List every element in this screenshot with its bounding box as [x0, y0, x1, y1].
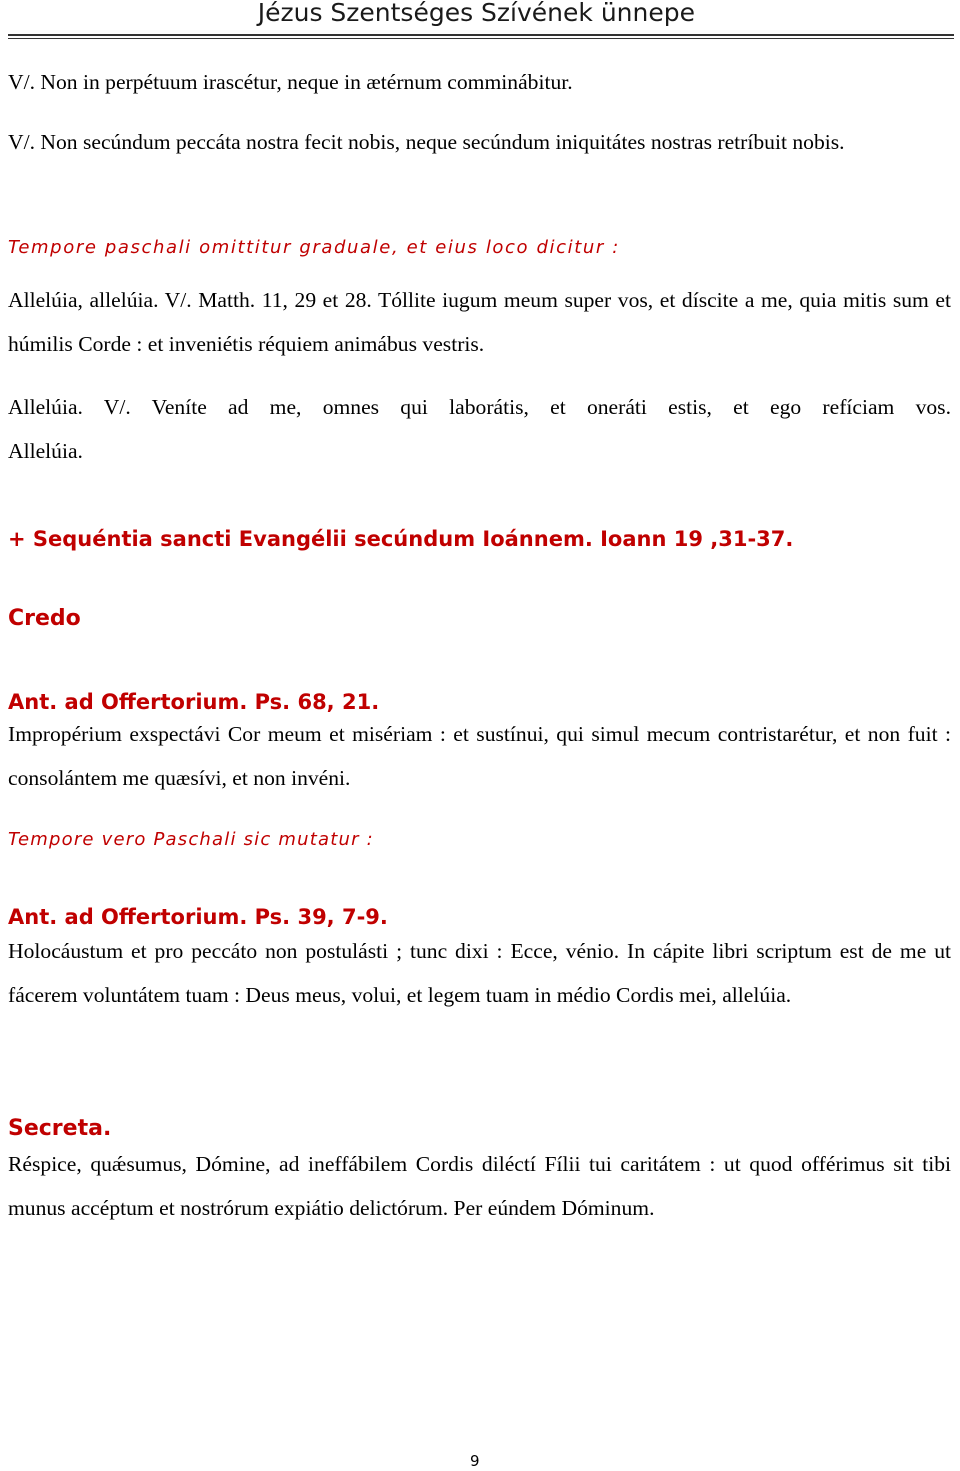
secret-text: Réspice, quǽsumus, Dómine, ad ineffábilem Cordis diléctí Fílii tui caritátem : ut quod offérimus sit tibi munus accéptum et nostrórum expiátio delictórum. Per eúndem Dóminum.	[8, 1152, 951, 1220]
alleluia-verse-2-line-1: Allelúia. V/. Veníte ad me, omnes qui laborátis, et oneráti estis, et ego refíciam vos.	[8, 395, 951, 419]
header-rule	[8, 34, 954, 39]
page-header	[0, 0, 960, 38]
rubric-paschal-2: Tempore vero Paschali sic mutatur :	[8, 829, 374, 850]
gospel-heading: + Sequéntia sancti Evangélii secúndum Ioánnem. Ioann 19 ,31-37.	[8, 527, 794, 551]
rubric-paschal: Tempore paschali omittitur graduale, et eius loco dicitur :	[8, 237, 620, 258]
verse-1: V/. Non in perpétuum irascétur, neque in ætérnum comminábitur.	[8, 70, 573, 94]
alleluia-verse-2-line-2: Allelúia.	[8, 439, 83, 463]
page-number: 9	[470, 1452, 480, 1470]
credo-heading: Credo	[8, 606, 81, 631]
verse-2: V/. Non secúndum peccáta nostra fecit nobis, neque secúndum iniquitátes nostras retríbuit nobis.	[8, 130, 845, 154]
secret-heading: Secreta.	[8, 1116, 112, 1141]
alleluia-verse-1: Allelúia, allelúia. V/. Matth. 11, 29 et 28. Tóllite iugum meum super vos, et díscite a me, quia mitis sum et húmilis Corde : et inveniétis réquiem animábus vestris.	[8, 288, 951, 356]
offertory-text-1: Impropérium exspectávi Cor meum et misériam : et sustínui, qui simul mecum contristarétur, et non fuit : consolántem me quæsívi, et non invéni.	[8, 722, 951, 790]
offertory-heading-2: Ant. ad Offertorium. Ps. 39, 7-9.	[8, 905, 388, 929]
header-title: Jézus Szentséges Szívének ünnepe	[257, 0, 695, 27]
offertory-text-2: Holocáustum et pro peccáto non postulásti ; tunc dixi : Ecce, vénio. In cápite libri scriptum est de me ut fácerem voluntátem tuam : Deus meus, volui, et legem tuam in médio Cordis mei, allelúia.	[8, 939, 951, 1007]
offertory-heading-1: Ant. ad Offertorium. Ps. 68, 21.	[8, 690, 380, 714]
